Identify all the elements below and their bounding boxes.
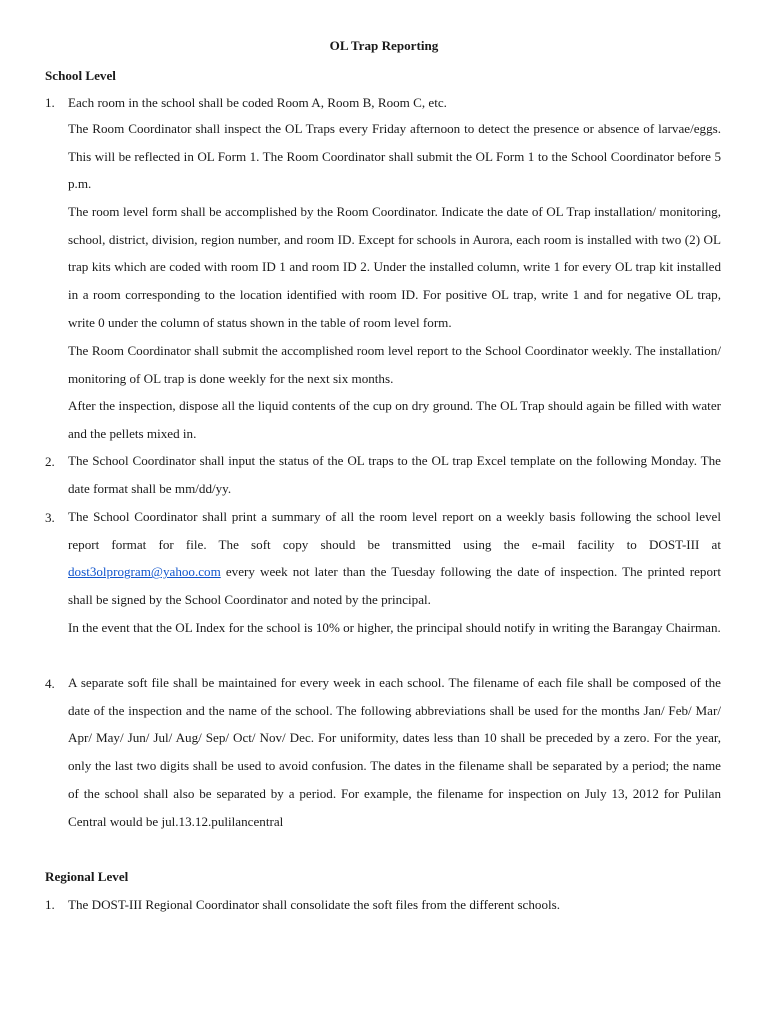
email-link[interactable]: dost3olprogram@yahoo.com (68, 564, 221, 580)
paragraph: The Room Coordinator shall submit the accomplished room level report to the School Coordinator weekly. The installation/ monitoring of OL trap is done weekly for the next six months. (68, 343, 721, 386)
paragraph: In the event that the OL Index for the school is 10% or higher, the principal should notify in writing the Barangay Chairman. (68, 620, 721, 635)
item-text: The DOST-III Regional Coordinator shall consolidate the soft files from the different schools. (68, 897, 560, 912)
paragraph: The room level form shall be accomplished by the Room Coordinator. Indicate the date of OL Trap installation/ monitoring, school, district, division, region number, and room ID. Except for schools in Aurora, each room is installed with two (2) OL trap kits which are coded with room ID 1 and room ID 2. Under the installed column, write 1 for every OL trap kit installed in a room corresponding to the location identified with room ID. For positive OL trap, write 1 and for negative OL trap, write 0 under the column of status shown in the table of room level form. (68, 204, 721, 330)
regional-level-heading: Regional Level (45, 869, 129, 884)
paragraph: After the inspection, dispose all the liquid contents of the cup on dry ground. The OL Trap should again be filled with water and the pellets mixed in. (68, 398, 721, 441)
item-number: 3. (45, 510, 55, 525)
item-text (68, 503, 721, 614)
item-number: 1. (45, 95, 55, 110)
document-title: OL Trap Reporting (329, 38, 439, 53)
item-text: Each room in the school shall be coded Room A, Room B, Room C, etc. (68, 95, 447, 110)
item-number: 4. (45, 676, 55, 691)
item-number: 1. (45, 897, 55, 912)
item-text: The School Coordinator shall input the status of the OL traps to the OL trap Excel template on the following Monday. The date format shall be mm/dd/yy. (68, 453, 721, 496)
item-text: A separate soft file shall be maintained for every week in each school. The filename of each file shall be composed of the date of the inspection and the name of the school. The following abbreviations shall be used for the months Jan/ Feb/ Mar/ Apr/ May/ Jun/ Jul/ Aug/ Sep/ Oct/ Nov/ Dec. For uniformity, dates less than 10 shall be preceded by a zero. For the year, only the last two digits shall be used to avoid confusion. The dates in the filename shall be separated by a period; the name of the school shall also be separated by a period. For example, the filename for inspection on July 13, 2012 for Pulilan Central would be jul.13.12.pulilancentral (68, 675, 721, 829)
item-text-part: The School Coordinator shall print a summary of all the room level report on a weekly basis following the school level report format for file. The soft copy should be transmitted using the e-mail facility to DOST-III at (68, 509, 721, 552)
item-text-part: every week not later than the Tuesday following the date of inspection. The printed report shall be signed by the School Coordinator and noted by the principal. (68, 564, 721, 608)
school-level-heading: School Level (45, 68, 116, 83)
item-number: 2. (45, 454, 55, 469)
paragraph: The Room Coordinator shall inspect the OL Traps every Friday afternoon to detect the presence or absence of larvae/eggs. This will be reflected in OL Form 1. The Room Coordinator shall submit the OL Form 1 to the School Coordinator before 5 p.m. (68, 121, 721, 192)
